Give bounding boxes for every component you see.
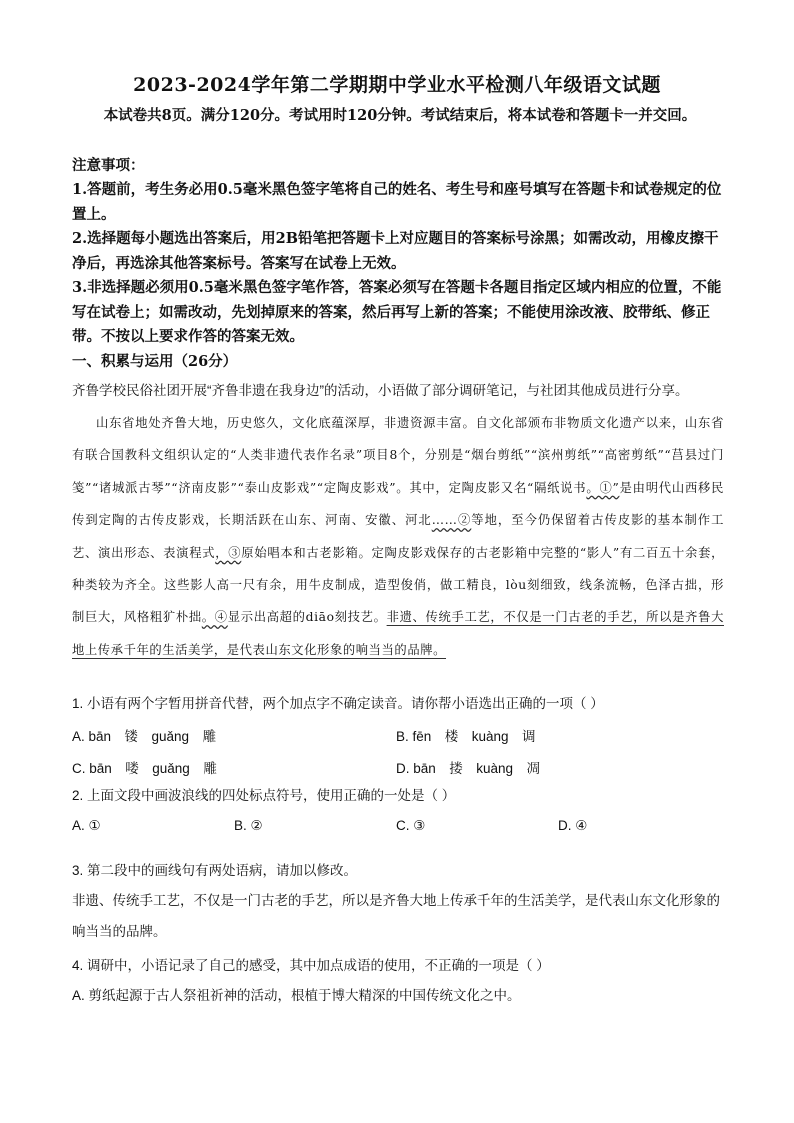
option-a: A. ① [72,818,101,833]
note-item: 1.答题前，考生务必用0.5毫米黑色签字笔将自己的姓名、考生号和座号填写在答题卡和试卷规定的位置上。 [72,181,722,223]
question-2-stem: 2. 上面文段中画波浪线的四处标点符号，使用正确的一处是（ ） [72,788,456,803]
option-c: C. ③ [396,818,426,833]
passage-text: 显示出高超的diāo刻技艺。 [227,610,387,625]
note-item: 2.选择题每小题选出答案后，用2B铅笔把答题卡上对应题目的答案标号涂黑；如需改动，用橡皮擦干净后，再选涂其他答案标号。答案写在试卷上无效。 [72,230,719,272]
wavy-mark-3: ，③ [215,545,242,560]
wavy-mark-1: 。①” [586,480,620,495]
section-intro: 齐鲁学校民俗社团开展“齐鲁非遗在我身边”的活动，小语做了部分调研笔记，与社团其他成员进行分享。 [72,383,689,398]
underlined-sentence: 非遗、传统手工艺，不仅是一门古老的手艺，所以是齐鲁大地上传承千年的生活美学，是代表山东文化形象的响当当的品牌。 [72,610,724,657]
question-3-sentence: 非遗、传统手工艺，不仅是一门古老的手艺，所以是齐鲁大地上传承千年的生活美学，是代表山东文化形象的响当当的品牌。 [72,893,720,939]
reading-passage [72,407,724,666]
wavy-mark-2: ……② [431,513,472,528]
option-b: B. fēn 楼 kuàng 调 [396,729,536,744]
wavy-mark-4: 。④ [201,610,228,625]
passage-text: 原始唱本和古老影箱。定陶皮影戏保存的古老影箱中完整的“影人”有二百五十余套，种类较为齐全。这些影人高一尺有余，用牛皮制成，造型俊俏，做工精良，lòu刻细致，线条流畅，色泽古拙，形制巨大，风格粗犷朴拙 [72,545,724,625]
question-4-stem: 4. 调研中，小语记录了自己的感受，其中加点成语的使用，不正确的一项是（ ） [72,958,550,973]
option-b: B. ② [234,818,263,833]
question-4-option-a: A. 剪纸起源于古人祭祖祈神的活动，根植于博大精深的中国传统文化之中。 [72,988,521,1003]
question-1-stem: 1. 小语有两个字暂用拼音代替，两个加点字不确定读音。请你帮小语选出正确的一项（ ） [72,696,604,711]
option-d: D. ④ [558,818,588,833]
section-heading: 一、积累与运用（26分） [72,353,238,370]
option-c: C. bān 喽 guǎng 雕 [72,761,217,776]
option-d: D. bān 搂 kuàng 凋 [396,761,541,776]
passage-text: 山东省地处齐鲁大地，历史悠久，文化底蕴深厚，非遗资源丰富。自文化部颁布非物质文化遗产以来，山东省有联合国教科文组织认定的“人类非遗代表作名录”项目8个，分别是“烟台剪纸”“滨州剪纸”“高密剪纸”“莒县过门笺”“诸城派古琴”“济南皮影”“泰山皮影戏”“定陶皮影戏”。其中，定陶皮影又名“隔纸说书 [72,416,724,495]
option-a: A. bān 镂 guǎng 雕 [72,729,217,744]
passage-text: 等地，至今仍保留着古传皮影的基本制作工艺、演出形态、表演程式 [72,513,724,560]
exam-title: 2023-2024学年第二学期期中学业水平检测八年级语文试题 [133,74,661,96]
exam-subtitle: 本试卷共8页。满分120分。考试用时120分钟。考试结束后，将本试卷和答题卡一并交回。 [103,107,697,124]
question-3-stem: 3. 第二段中的画线句有两处语病，请加以修改。 [72,863,358,878]
passage-text: 是由明代山西移民传到定陶的古传皮影戏，长期活跃在山东、河南、安徽、河北 [72,480,724,528]
note-item: 3.非选择题必须用0.5毫米黑色签字笔作答，答案必须写在答题卡各题目指定区域内相应的位置，不能写在试卷上；如需改动，先划掉原来的答案，然后再写上新的答案；不能使用涂改液、胶带纸、修正带。不按以上要求作答的答案无效。 [72,279,722,345]
notes-heading: 注意事项： [72,157,145,174]
notes-list [72,178,724,350]
